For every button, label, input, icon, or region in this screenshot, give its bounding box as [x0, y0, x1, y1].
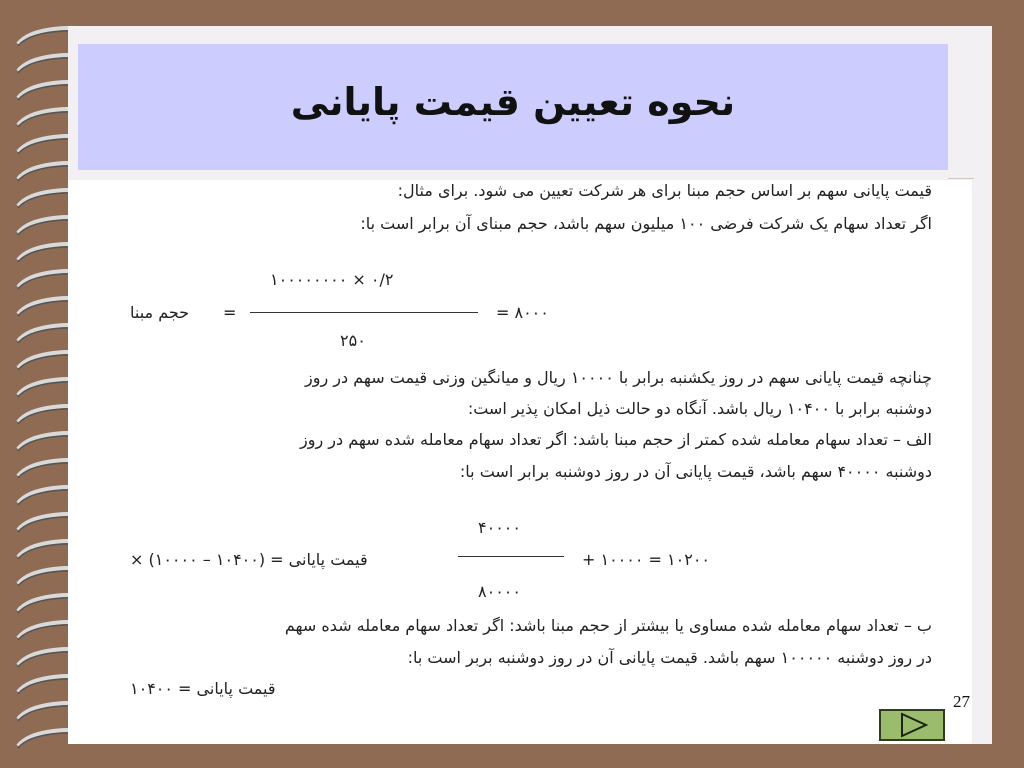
play-triangle-icon: [881, 711, 943, 739]
formula1-denominator: ۲۵۰: [340, 331, 366, 350]
formula2-denominator: ۸۰۰۰۰: [478, 582, 521, 601]
formula2-left-part: قیمت پایانی = (۱۰۴۰۰ – ۱۰۰۰۰) ×: [130, 550, 368, 569]
formula1-result: = ۸۰۰۰: [496, 303, 549, 322]
final-line: قیمت پایانی = ۱۰۴۰۰: [130, 679, 276, 698]
header-divider: [948, 178, 974, 179]
case-b-line-2: در روز دوشنبه ۱۰۰۰۰۰ سهم باشد. قیمت پایانی آن در روز دوشنبه بربر است با:: [407, 648, 932, 667]
formula1-numerator: ۱۰۰۰۰۰۰۰۰ × ۰/۲: [270, 270, 394, 289]
intro-line-1: قیمت پایانی سهم بر اساس حجم مبنا برای هر شرکت تعیین می شود. برای مثال:: [397, 181, 932, 200]
formula2-fraction-line: [458, 556, 564, 557]
case-b-line-1: ب – تعداد سهام معامله شده مساوی یا بیشتر از حجم مبنا باشد: اگر تعداد سهام معامله شده سهم: [284, 616, 932, 635]
slide-title: نحوه تعیین قیمت پایانی: [290, 80, 736, 124]
formula2-right-part: + ۱۰۰۰۰ = ۱۰۲۰۰: [582, 550, 711, 569]
case-a-line-1: الف – تعداد سهام معامله شده کمتر از حجم مبنا باشد: اگر تعداد سهام معامله شده سهم در روز: [300, 430, 932, 449]
para2-line-2: دوشنبه برابر با ۱۰۴۰۰ ریال باشد. آنگاه دو حالت ذیل امکان پذیر است:: [467, 399, 932, 418]
formula1-fraction-line: [250, 312, 478, 313]
intro-line-2: اگر تعداد سهام یک شرکت فرضی ۱۰۰ میلیون سهم باشد، حجم مبنای آن برابر است با:: [360, 214, 932, 233]
formula2-numerator: ۴۰۰۰۰: [478, 518, 521, 537]
formula1-left-label: حجم مبنا: [130, 303, 190, 322]
para2-line-1: چنانچه قیمت پایانی سهم در روز یکشنبه برابر با ۱۰۰۰۰ ریال و میانگین وزنی قیمت سهم در روز: [305, 368, 932, 387]
case-a-line-2: دوشنبه ۴۰۰۰۰ سهم باشد، قیمت پایانی آن در روز دوشنبه برابر است با:: [459, 462, 932, 481]
page-number: 27: [953, 692, 970, 711]
formula1-equals: =: [223, 303, 237, 322]
next-slide-button[interactable]: [879, 709, 945, 741]
